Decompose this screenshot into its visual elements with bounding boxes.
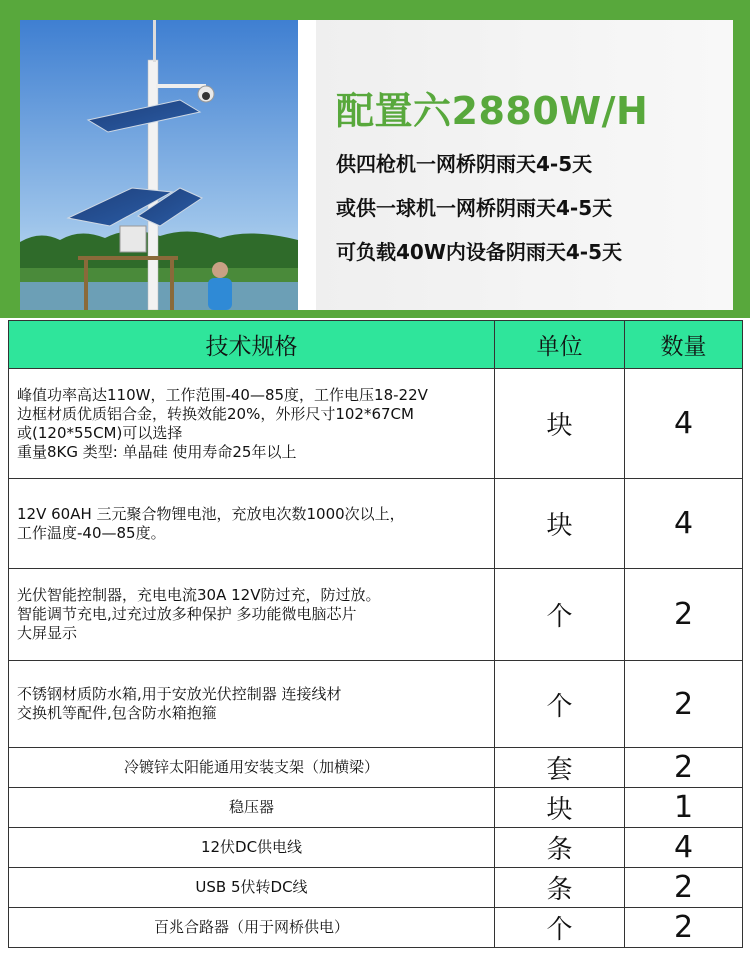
column-header-qty: 数量	[625, 321, 743, 369]
product-header	[0, 0, 750, 318]
spec-line: 光伏智能控制器，充电电流30A 12V防过充，防过放。	[17, 586, 381, 605]
spec-cell: 稳压器	[9, 787, 495, 827]
table-row	[9, 907, 743, 947]
column-header-spec: 技术规格	[9, 321, 495, 369]
qty-cell: 1	[625, 787, 743, 827]
spec-cell: USB 5伏转DC线	[9, 867, 495, 907]
table-row	[9, 569, 743, 661]
table-row	[9, 787, 743, 827]
qty-cell: 2	[625, 867, 743, 907]
unit-cell: 块	[495, 369, 625, 479]
unit-cell: 套	[495, 747, 625, 787]
spec-cell	[9, 369, 495, 479]
spec-line: 边框材质优质铝合金，转换效能20%，外形尺寸102*67CM	[17, 404, 414, 423]
table-header-row	[9, 321, 743, 369]
table-row	[9, 747, 743, 787]
table-row	[9, 867, 743, 907]
config-line-1: 供四枪机一网桥阴雨天4-5天	[336, 152, 593, 176]
unit-cell: 个	[495, 569, 625, 661]
qty-cell: 2	[625, 747, 743, 787]
table-row	[9, 479, 743, 569]
spec-line: 峰值功率高达110W，工作范围-40—85度，工作电压18-22V	[17, 385, 428, 404]
unit-cell: 块	[495, 787, 625, 827]
spec-cell: 12伏DC供电线	[9, 827, 495, 867]
spec-cell: 冷镀锌太阳能通用安装支架（加横梁）	[9, 747, 495, 787]
config-info	[316, 20, 733, 310]
spec-line: 工作温度-40—85度。	[17, 523, 166, 542]
qty-cell: 2	[625, 569, 743, 661]
column-header-unit: 单位	[495, 321, 625, 369]
spec-line: 智能调节充电,过充过放多种保护 多功能微电脑芯片	[17, 605, 357, 624]
config-line-3: 可负载40W内设备阴雨天4-5天	[336, 240, 623, 264]
spec-line: 交换机等配件,包含防水箱抱箍	[17, 704, 217, 723]
spec-cell	[9, 569, 495, 661]
unit-cell: 个	[495, 661, 625, 747]
unit-cell: 块	[495, 479, 625, 569]
solar-pole-illustration	[20, 20, 298, 310]
config-line-2: 或供一球机一网桥阴雨天4-5天	[336, 196, 613, 220]
header-panel	[20, 20, 733, 310]
solar-pole-photo	[20, 20, 298, 310]
spec-line: 12V 60AH 三元聚合物锂电池，充放电次数1000次以上，	[17, 504, 405, 523]
qty-cell: 2	[625, 661, 743, 747]
unit-cell: 个	[495, 907, 625, 947]
spec-table	[8, 320, 743, 948]
qty-cell: 4	[625, 827, 743, 867]
table-row	[9, 661, 743, 747]
qty-cell: 4	[625, 369, 743, 479]
spec-cell	[9, 661, 495, 747]
qty-cell: 2	[625, 907, 743, 947]
spec-cell	[9, 479, 495, 569]
table-row	[9, 369, 743, 479]
config-title: 配置六2880W/H	[336, 89, 649, 133]
qty-cell: 4	[625, 479, 743, 569]
table-row	[9, 827, 743, 867]
spec-cell: 百兆合路器（用于网桥供电）	[9, 907, 495, 947]
spec-line: 大屏显示	[17, 624, 78, 643]
unit-cell: 条	[495, 867, 625, 907]
unit-cell: 条	[495, 827, 625, 867]
spec-line: 不锈钢材质防水箱,用于安放光伏控制器 连接线材	[17, 685, 342, 704]
spec-line: 或(120*55CM)可以选择	[17, 423, 183, 442]
spec-line: 重量8KG 类型: 单晶硅 使用寿命25年以上	[17, 442, 297, 461]
